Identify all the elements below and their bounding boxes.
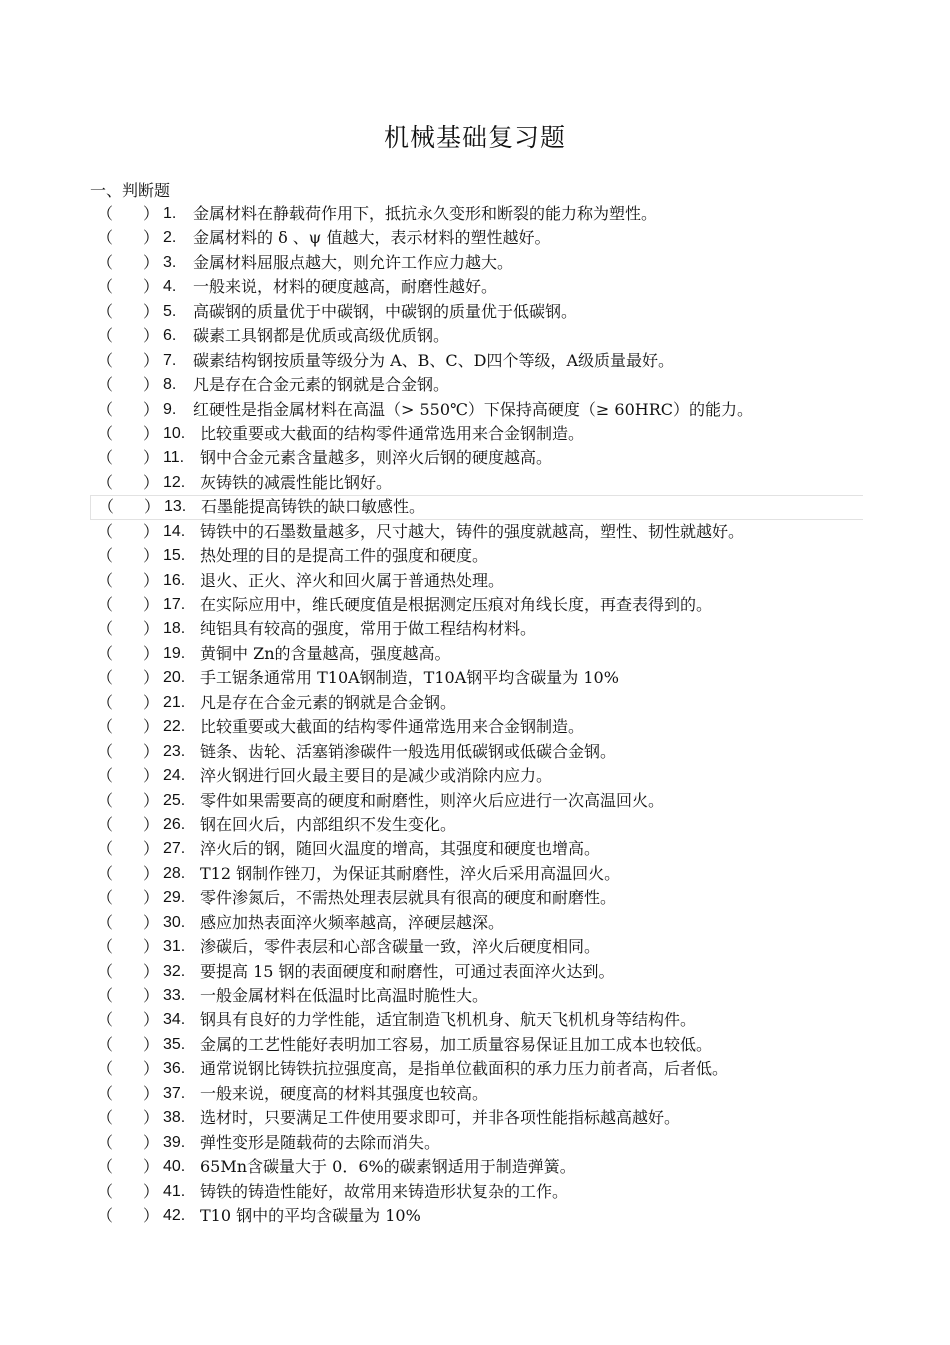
answer-bracket-close: ） (143, 766, 160, 786)
answer-bracket-open: （ (97, 423, 114, 443)
question-text: 要提高 15 钢的表面硬度和耐磨性，可通过表面淬火达到。 (200, 961, 615, 981)
question-item (0, 569, 950, 593)
question-item (0, 715, 950, 739)
question-item (0, 1033, 950, 1057)
question-number: 13. (164, 498, 187, 516)
answer-bracket-open: （ (97, 1205, 114, 1225)
question-item (0, 1082, 950, 1106)
question-number: 31. (163, 938, 186, 956)
answer-bracket-open: （ (97, 888, 114, 908)
answer-bracket-open: （ (97, 1010, 114, 1030)
answer-bracket-open: （ (97, 741, 114, 761)
answer-bracket-close: ） (143, 619, 160, 639)
question-item (0, 862, 950, 886)
question-item (0, 617, 950, 641)
question-text: T12 钢制作锉刀，为保证其耐磨性，淬火后采用高温回火。 (200, 863, 621, 883)
question-item (0, 349, 950, 373)
question-number: 33. (163, 987, 186, 1004)
answer-bracket-close: ） (143, 1083, 160, 1103)
answer-bracket-close: ） (143, 912, 160, 932)
answer-bracket-close: ） (143, 521, 160, 541)
question-text: 一般来说，硬度高的材料其强度也较高。 (200, 1083, 489, 1103)
question-text: 热处理的目的是提高工件的强度和硬度。 (200, 546, 489, 566)
question-number: 26. (163, 815, 186, 833)
answer-bracket-close: ） (143, 546, 160, 566)
question-number: 40. (163, 1158, 186, 1176)
answer-bracket-open: （ (97, 692, 114, 712)
answer-bracket-open: （ (97, 766, 114, 786)
question-number: 27. (163, 840, 186, 858)
question-list (0, 202, 950, 1228)
question-text: 链条、齿轮、活塞销渗碳件一般选用低碳钢或低碳合金钢。 (200, 741, 617, 761)
question-text: 钢具有良好的力学性能，适宜制造飞机机身、航天飞机机身等结构件。 (200, 1010, 697, 1030)
question-number: 12. (163, 473, 186, 491)
question-number: 6. (163, 327, 177, 345)
question-item (0, 593, 950, 617)
answer-bracket-open: （ (97, 375, 114, 395)
question-text: 退火、正火、淬火和回火属于普通热处理。 (200, 570, 505, 590)
question-item (0, 666, 950, 690)
answer-bracket-close: ） (143, 1157, 160, 1177)
answer-bracket-close: ） (143, 326, 160, 346)
answer-bracket-close: ） (143, 204, 160, 223)
answer-bracket-close: ） (143, 863, 160, 883)
answer-bracket-close: ） (143, 1059, 160, 1079)
question-text: 黄铜中 Zn的含量越高，强度越高。 (200, 643, 451, 663)
answer-bracket-close: ） (143, 643, 160, 663)
answer-bracket-open: （ (97, 1132, 114, 1152)
answer-bracket-close: ） (143, 570, 160, 590)
question-number: 30. (163, 913, 186, 931)
answer-bracket-open: （ (97, 937, 114, 957)
answer-bracket-open: （ (97, 863, 114, 883)
question-number: 17. (163, 596, 186, 613)
question-number: 41. (163, 1182, 186, 1200)
question-item (0, 471, 950, 495)
answer-bracket-open: （ (98, 497, 115, 517)
question-text: 淬火后的钢，随回火温度的增高，其强度和硬度也增高。 (200, 839, 601, 859)
answer-bracket-close: ） (143, 448, 160, 468)
question-text: 红硬性是指金属材料在高温（> 550℃）下保持高硬度（≥ 60HRC）的能力。 (193, 399, 754, 419)
question-text: T10 钢中的平均含碳量为 10% (200, 1205, 421, 1225)
question-item (0, 764, 950, 788)
answer-bracket-open: （ (97, 546, 114, 566)
question-number: 1. (163, 205, 177, 222)
question-item (0, 324, 950, 348)
answer-bracket-close: ） (143, 423, 160, 443)
question-text: 感应加热表面淬火频率越高，淬硬层越深。 (200, 912, 505, 932)
question-item (90, 495, 863, 519)
question-text: 金属材料屈服点越大，则允许工作应力越大。 (193, 252, 514, 272)
answer-bracket-close: ） (143, 692, 160, 712)
question-number: 28. (163, 864, 186, 882)
answer-bracket-open: （ (97, 839, 114, 859)
question-number: 39. (163, 1133, 186, 1151)
question-item (0, 960, 950, 984)
answer-bracket-close: ） (143, 399, 160, 419)
question-text: 比较重要或大截面的结构零件通常选用来合金钢制造。 (200, 423, 585, 443)
question-text: 手工锯条通常用 T10A钢制造，T10A钢平均含碳量为 10% (200, 668, 619, 688)
question-item (0, 1180, 950, 1204)
section-heading: 一、判断题 (90, 181, 171, 200)
answer-bracket-open: （ (97, 595, 114, 614)
question-text: 一般金属材料在低温时比高温时脆性大。 (200, 986, 489, 1005)
question-item (0, 1155, 950, 1179)
answer-bracket-close: ） (144, 497, 161, 517)
answer-bracket-close: ） (143, 252, 160, 272)
answer-bracket-open: （ (97, 1083, 114, 1103)
answer-bracket-close: ） (143, 277, 160, 297)
answer-bracket-open: （ (97, 252, 114, 272)
question-item (0, 202, 950, 226)
answer-bracket-close: ） (143, 375, 160, 395)
question-number: 38. (163, 1109, 186, 1127)
answer-bracket-close: ） (143, 472, 160, 492)
question-text: 零件渗氮后，不需热处理表层就具有很高的硬度和耐磨性。 (200, 888, 617, 908)
question-text: 凡是存在合金元素的钢就是合金钢。 (193, 375, 450, 395)
question-text: 金属材料在静载荷作用下，抵抗永久变形和断裂的能力称为塑性。 (193, 204, 658, 223)
question-number: 18. (163, 620, 186, 638)
question-number: 9. (163, 400, 177, 418)
question-number: 11. (163, 449, 185, 467)
question-text: 弹性变形是随载荷的去除而消失。 (200, 1132, 441, 1152)
question-item (0, 691, 950, 715)
question-text: 选材时，只要满足工件使用要求即可，并非各项性能指标越高越好。 (200, 1108, 681, 1128)
answer-bracket-close: ） (143, 1108, 160, 1128)
question-number: 25. (163, 791, 186, 809)
question-text: 在实际应用中，维氏硬度值是根据测定压痕对角线长度，再查表得到的。 (200, 595, 713, 614)
question-number: 2. (163, 229, 177, 247)
question-text: 灰铸铁的减震性能比钢好。 (200, 472, 393, 492)
question-number: 35. (163, 1035, 186, 1053)
question-number: 15. (163, 547, 186, 565)
answer-bracket-open: （ (97, 399, 114, 419)
question-item (0, 1057, 950, 1081)
answer-bracket-open: （ (97, 1059, 114, 1079)
question-number: 7. (163, 351, 177, 369)
question-text: 铸铁中的石墨数量越多，尺寸越大，铸件的强度就越高，塑性、韧性就越好。 (200, 521, 745, 541)
answer-bracket-open: （ (97, 961, 114, 981)
question-number: 10. (163, 424, 186, 442)
question-text: 铸铁的铸造性能好，故常用来铸造形状复杂的工作。 (200, 1181, 569, 1201)
question-text: 碳素结构钢按质量等级分为 A、B、C、D四个等级，A级质量最好。 (193, 350, 675, 370)
answer-bracket-close: ） (143, 1034, 160, 1054)
question-item (0, 251, 950, 275)
question-number: 8. (163, 376, 177, 394)
question-item (0, 886, 950, 910)
question-text: 一般来说，材料的硬度越高，耐磨性越好。 (193, 277, 498, 297)
answer-bracket-close: ） (143, 668, 160, 688)
question-text: 渗碳后，零件表层和心部含碳量一致，淬火后硬度相同。 (200, 937, 601, 957)
answer-bracket-close: ） (143, 986, 160, 1005)
answer-bracket-close: ） (143, 888, 160, 908)
answer-bracket-open: （ (97, 986, 114, 1005)
question-item (0, 911, 950, 935)
answer-bracket-open: （ (97, 228, 114, 248)
answer-bracket-open: （ (97, 472, 114, 492)
answer-bracket-open: （ (97, 326, 114, 346)
question-item (0, 422, 950, 446)
question-item (0, 398, 950, 422)
answer-bracket-open: （ (97, 204, 114, 223)
answer-bracket-open: （ (97, 277, 114, 297)
answer-bracket-open: （ (97, 1108, 114, 1128)
answer-bracket-close: ） (143, 717, 160, 737)
question-text: 金属的工艺性能好表明加工容易，加工质量容易保证且加工成本也较低。 (200, 1034, 713, 1054)
question-number: 21. (163, 693, 186, 711)
question-number: 36. (163, 1060, 186, 1078)
question-text: 比较重要或大截面的结构零件通常选用来合金钢制造。 (200, 717, 585, 737)
answer-bracket-open: （ (97, 790, 114, 810)
answer-bracket-close: ） (143, 1205, 160, 1225)
question-number: 5. (163, 302, 177, 320)
answer-bracket-open: （ (97, 448, 114, 468)
question-text: 石墨能提高铸铁的缺口敏感性。 (201, 497, 426, 517)
question-text: 碳素工具钢都是优质或高级优质钢。 (193, 326, 450, 346)
question-number: 34. (163, 1011, 186, 1029)
question-item (0, 837, 950, 861)
answer-bracket-close: ） (143, 937, 160, 957)
answer-bracket-open: （ (97, 643, 114, 663)
answer-bracket-close: ） (143, 1010, 160, 1030)
question-number: 19. (163, 644, 186, 662)
answer-bracket-close: ） (143, 790, 160, 810)
answer-bracket-open: （ (97, 1034, 114, 1054)
question-item (0, 642, 950, 666)
question-item (0, 1131, 950, 1155)
page-title: 机械基础复习题 (383, 123, 566, 152)
answer-bracket-open: （ (97, 350, 114, 370)
question-item (0, 984, 950, 1008)
answer-bracket-open: （ (97, 814, 114, 834)
question-item (0, 1008, 950, 1032)
question-item (0, 275, 950, 299)
answer-bracket-close: ） (143, 350, 160, 370)
answer-bracket-open: （ (97, 619, 114, 639)
question-number: 20. (163, 669, 186, 687)
answer-bracket-open: （ (97, 1157, 114, 1177)
question-number: 3. (163, 253, 177, 271)
answer-bracket-close: ） (143, 741, 160, 761)
question-item (0, 1106, 950, 1130)
answer-bracket-close: ） (143, 961, 160, 981)
question-number: 29. (163, 889, 186, 907)
question-number: 23. (163, 742, 186, 760)
question-text: 钢在回火后，内部组织不发生变化。 (200, 814, 457, 834)
answer-bracket-close: ） (143, 228, 160, 248)
answer-bracket-open: （ (97, 912, 114, 932)
question-text: 65Mn含碳量大于 0．6%的碳素钢适用于制造弹簧。 (200, 1157, 576, 1177)
answer-bracket-close: ） (143, 839, 160, 859)
question-text: 淬火钢进行回火最主要目的是减少或消除内应力。 (200, 766, 553, 786)
answer-bracket-open: （ (97, 1181, 114, 1201)
answer-bracket-close: ） (143, 595, 160, 614)
question-number: 24. (163, 767, 186, 785)
question-item (0, 544, 950, 568)
question-item (0, 1204, 950, 1228)
question-text: 凡是存在合金元素的钢就是合金钢。 (200, 692, 457, 712)
question-item (0, 520, 950, 544)
question-item (0, 446, 950, 470)
answer-bracket-open: （ (97, 570, 114, 590)
question-number: 42. (163, 1206, 186, 1224)
answer-bracket-close: ） (143, 301, 160, 321)
question-number: 16. (163, 571, 186, 589)
question-item (0, 300, 950, 324)
question-number: 22. (163, 718, 186, 736)
answer-bracket-open: （ (97, 301, 114, 321)
question-text: 金属材料的 δ 、ψ 值越大，表示材料的塑性越好。 (193, 228, 551, 248)
question-text: 钢中合金元素含量越多，则淬火后钢的硬度越高。 (200, 448, 553, 468)
question-text: 通常说钢比铸铁抗拉强度高，是指单位截面积的承力压力前者高，后者低。 (200, 1059, 729, 1079)
answer-bracket-open: （ (97, 521, 114, 541)
answer-bracket-close: ） (143, 1132, 160, 1152)
question-item (0, 789, 950, 813)
answer-bracket-open: （ (97, 668, 114, 688)
question-item (0, 935, 950, 959)
question-item (0, 813, 950, 837)
question-text: 纯铝具有较高的强度，常用于做工程结构材料。 (200, 619, 537, 639)
question-item (0, 226, 950, 250)
question-text: 高碳钢的质量优于中碳钢，中碳钢的质量优于低碳钢。 (193, 301, 578, 321)
question-item (0, 373, 950, 397)
question-item (0, 740, 950, 764)
answer-bracket-open: （ (97, 717, 114, 737)
question-number: 4. (163, 278, 177, 296)
question-text: 零件如果需要高的硬度和耐磨性，则淬火后应进行一次高温回火。 (200, 790, 665, 810)
answer-bracket-close: ） (143, 1181, 160, 1201)
question-number: 32. (163, 962, 186, 980)
question-number: 14. (163, 522, 186, 540)
question-number: 37. (163, 1084, 186, 1102)
answer-bracket-close: ） (143, 814, 160, 834)
